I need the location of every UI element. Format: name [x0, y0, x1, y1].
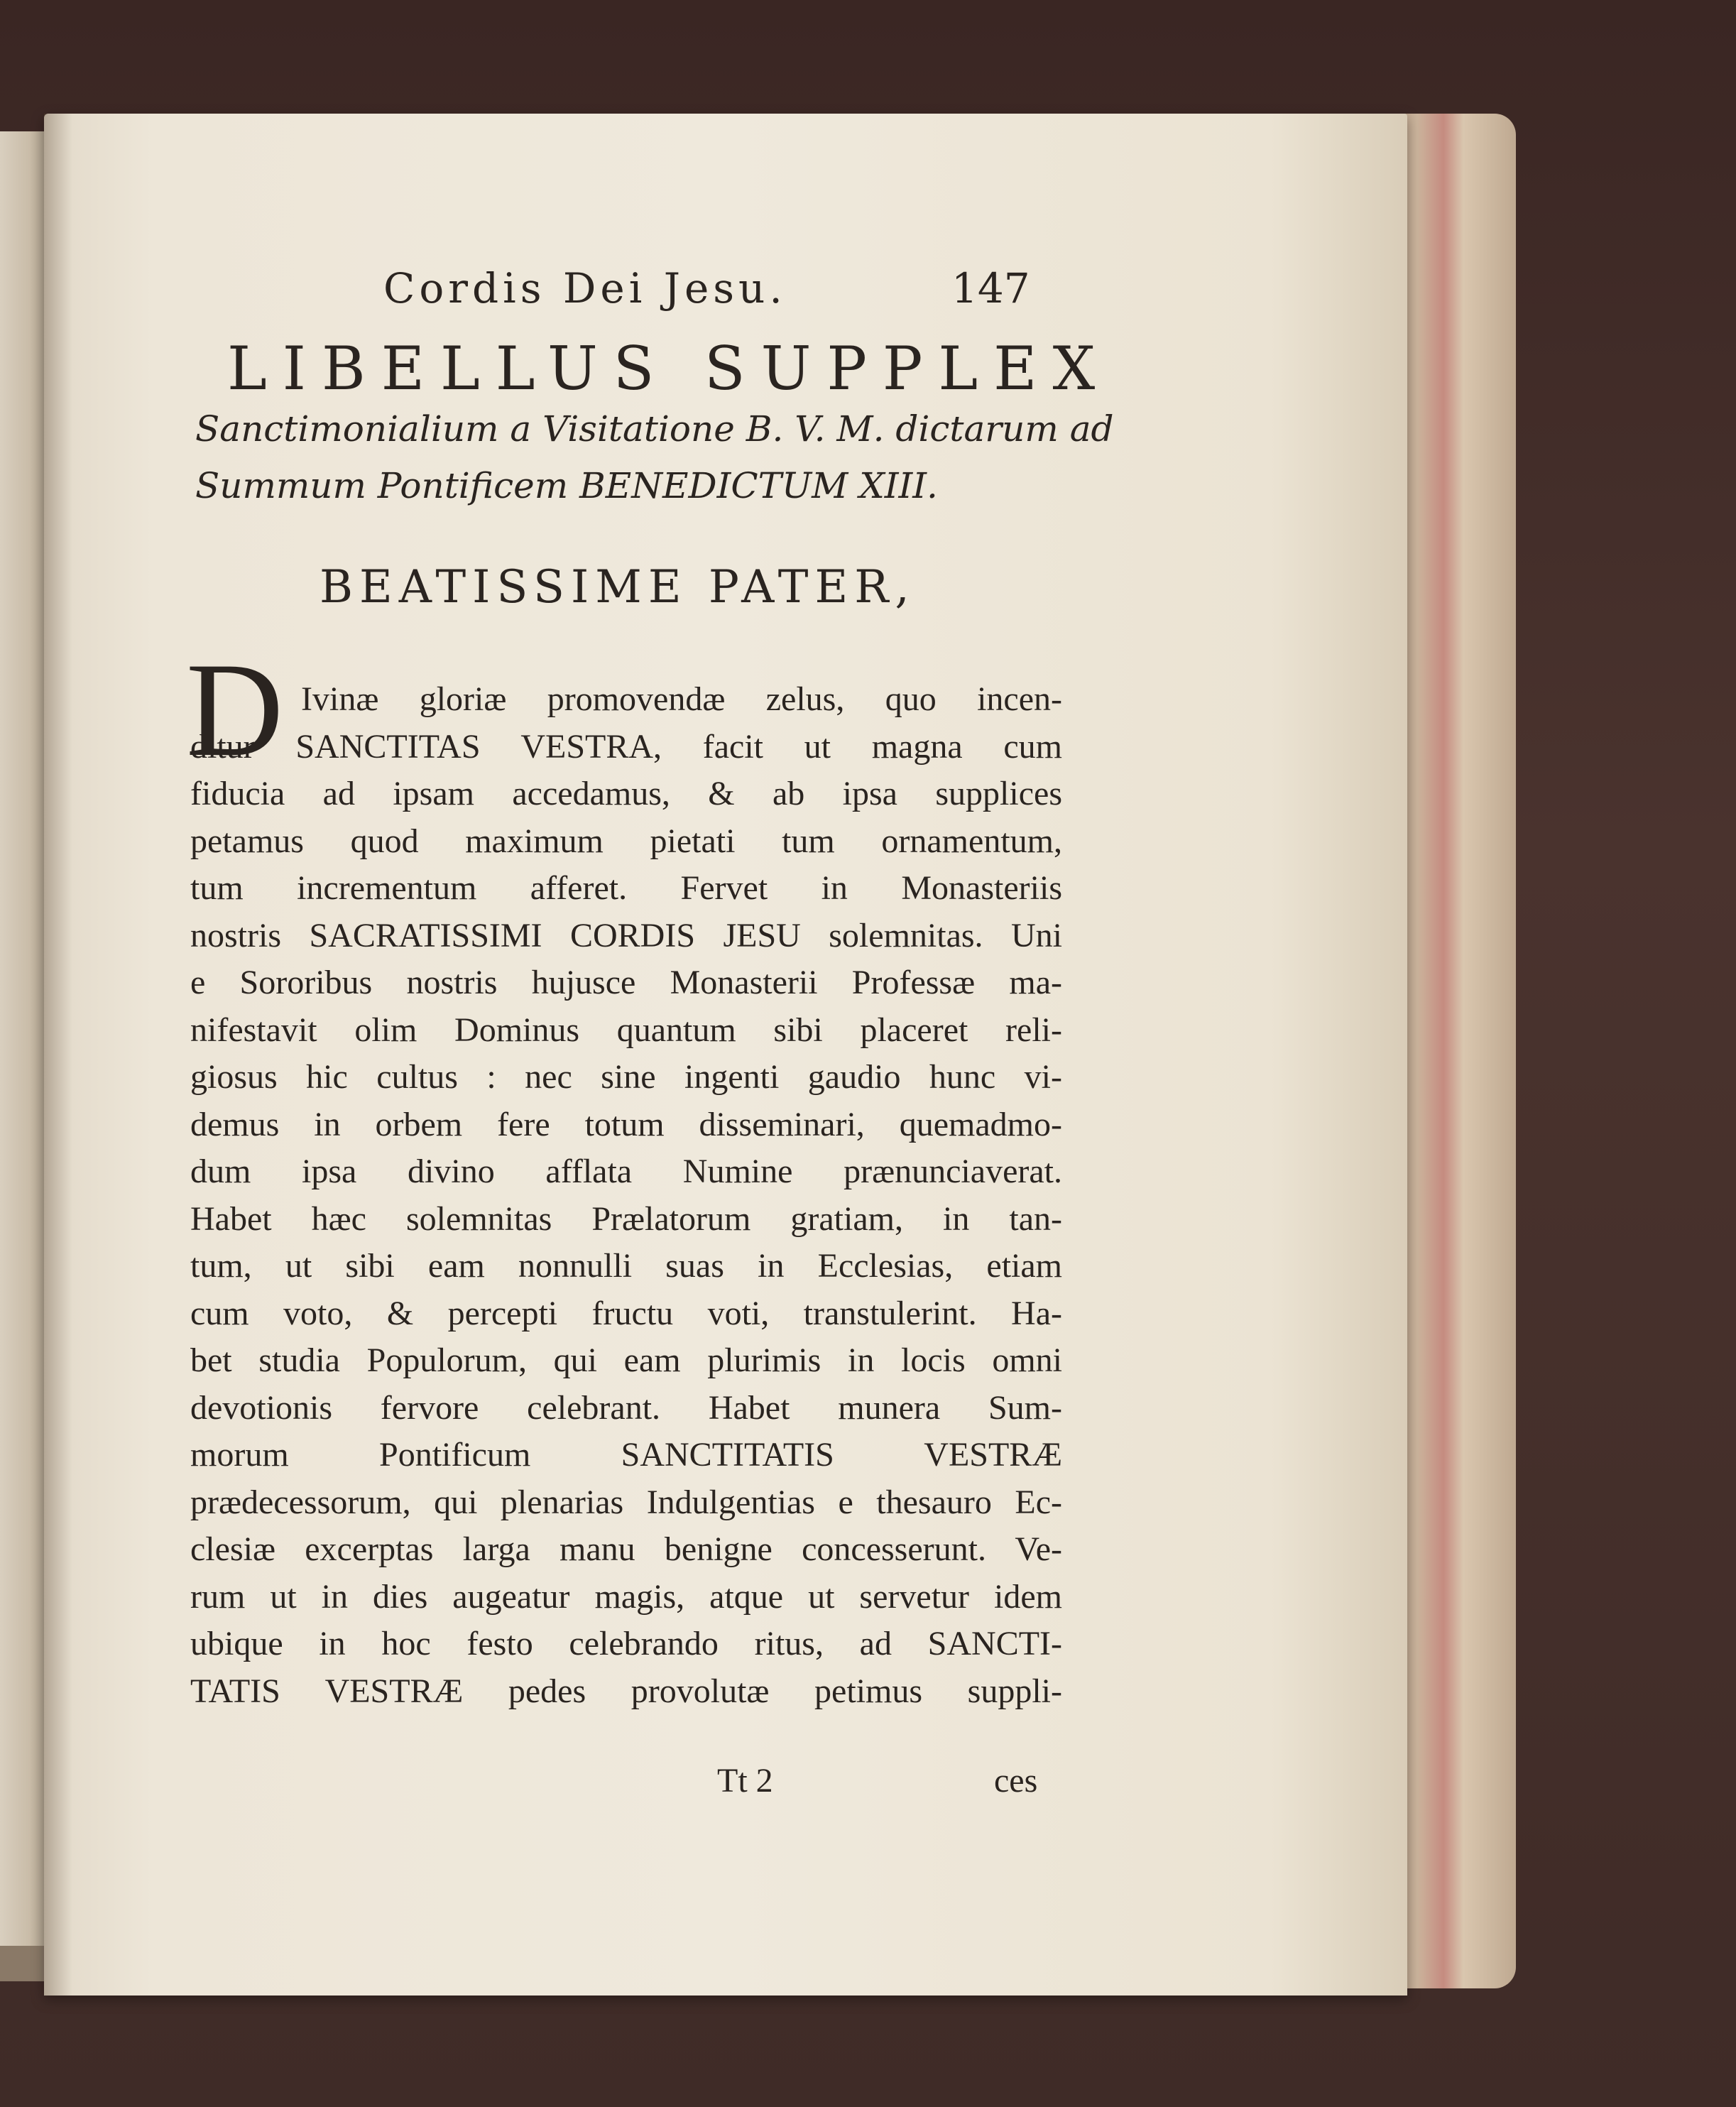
body-line: clesiæ excerptas larga manu benigne concesserunt. Ve-: [190, 1530, 1062, 1568]
body-line: demus in orbem fere totum disseminari, quemadmo-: [190, 1105, 1062, 1143]
running-head: Cordis Dei Jesu.: [383, 264, 787, 312]
catchword: ces: [994, 1762, 1038, 1800]
body-line: TATIS VESTRÆ pedes provolutæ petimus suppli-: [190, 1672, 1062, 1710]
drop-cap: D: [186, 636, 284, 785]
body-line: dum ipsa divino afflata Numine prænunciaverat.: [190, 1153, 1062, 1190]
body-line: bet studia Populorum, qui eam plurimis in locis omni: [190, 1341, 1062, 1379]
body-line: prædecessorum, qui plenarias Indulgentias e thesauro Ec-: [190, 1483, 1062, 1521]
body-line: tum, ut sibi eam nonnulli suas in Ecclesias, etiam: [190, 1247, 1062, 1285]
body-line: nostris SACRATISSIMI CORDIS JESU solemnitas. Uni: [190, 916, 1062, 954]
body-line: fiducia ad ipsam accedamus, & ab ipsa supplices: [190, 775, 1062, 812]
body-line: nifestavit olim Dominus quantum sibi placeret reli-: [190, 1011, 1062, 1049]
salutation: BEATISSIME PATER,: [320, 561, 916, 614]
facing-page-edge: [0, 131, 50, 1978]
page-number: 147: [951, 264, 1030, 312]
page-title: LIBELLUS SUPPLEX: [227, 334, 1111, 403]
body-line: cum voto, & percepti fructu voti, transtulerint. Ha-: [190, 1294, 1062, 1332]
body-line: tum incrementum afferet. Fervet in Monasteriis: [190, 869, 1062, 907]
body-line: petamus quod maximum pietati tum ornamentum,: [190, 822, 1062, 860]
body-line: Ivinæ gloriæ promovendæ zelus, quo incen-: [301, 680, 1062, 718]
body-line: morum Pontificum SANCTITATIS VESTRÆ: [190, 1436, 1062, 1474]
body-line: ditur SANCTITAS VESTRA, facit ut magna cum: [190, 727, 1062, 766]
gutter-shadow: [44, 114, 72, 1996]
body-line: ubique in hoc festo celebrando ritus, ad SANCTI-: [190, 1625, 1062, 1662]
signature-mark: Tt 2: [717, 1762, 773, 1800]
body-line: rum ut in dies augeatur magis, atque ut servetur idem: [190, 1577, 1062, 1616]
body-line: e Sororibus nostris hujusce Monasterii Professæ ma-: [190, 964, 1062, 1001]
body-line: giosus hic cultus : nec sine ingenti gaudio hunc vi-: [190, 1058, 1062, 1096]
subtitle-line-2: Summum Pontificem BENEDICTUM XIII.: [195, 465, 938, 506]
body-line: devotionis fervore celebrant. Habet munera Sum-: [190, 1388, 1062, 1427]
subtitle-line-1: Sanctimonialium a Visitatione B. V. M. dictarum ad: [195, 408, 1114, 450]
body-line: Habet hæc solemnitas Prælatorum gratiam, in tan-: [190, 1199, 1062, 1238]
